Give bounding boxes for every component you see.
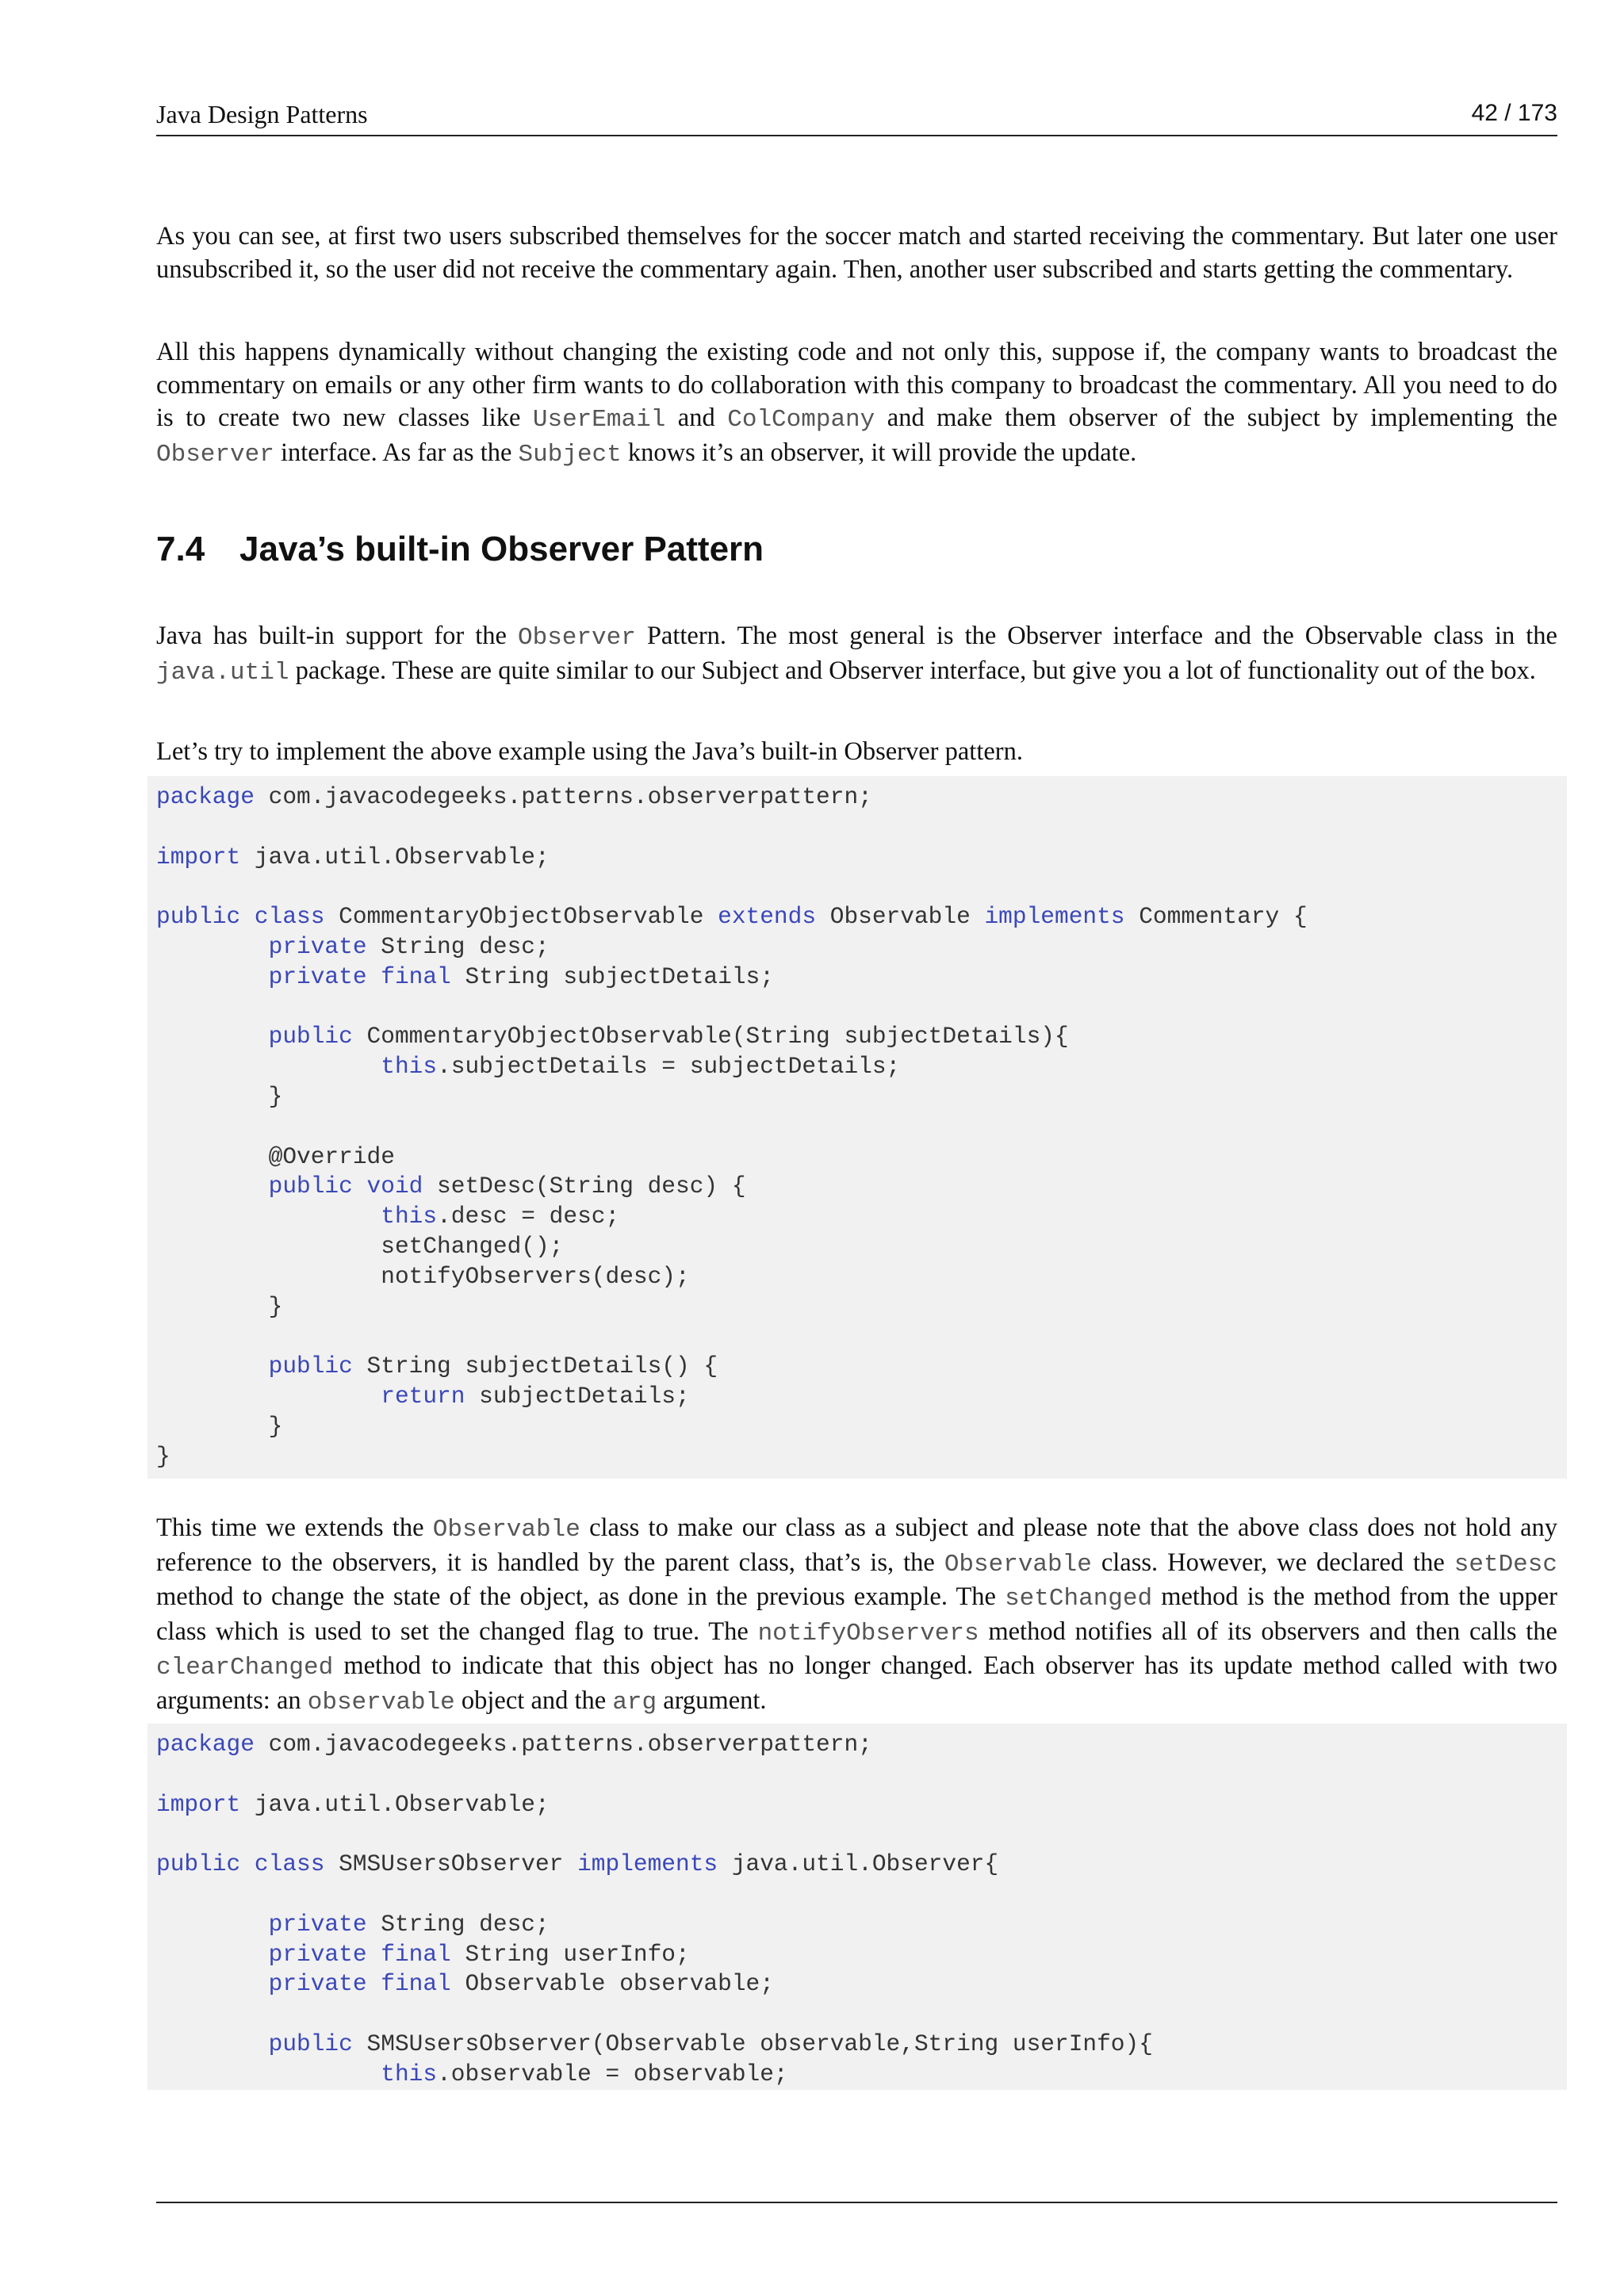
code-text: subjectDetails; — [465, 1382, 690, 1410]
code-line — [156, 783, 1567, 813]
code-text: String desc; — [366, 932, 550, 960]
inline-code: clearChanged — [156, 1654, 334, 1682]
code-text — [156, 1053, 381, 1080]
text-run: Java has built-in support for the — [156, 622, 518, 650]
text-run: and — [665, 404, 728, 432]
paragraph-explanation — [156, 1512, 1557, 1719]
code-text — [156, 933, 269, 960]
inline-code: Observer — [156, 440, 274, 469]
code-listing — [156, 1730, 1567, 2090]
code-keyword: this — [381, 2060, 438, 2087]
code-text: java.util.Observable; — [240, 843, 550, 871]
code-text — [156, 1173, 269, 1200]
code-line — [156, 1292, 1567, 1322]
code-text: .observable = observable; — [437, 2060, 788, 2087]
code-text: Observable observable; — [450, 1970, 774, 1998]
code-line — [156, 1352, 1567, 1382]
code-text: com.javacodegeeks.patterns.observerpattern; — [254, 783, 872, 810]
text-run: method to indicate that this object has no longer changed. Each observer has its update method called with two arguments: an — [156, 1651, 1557, 1715]
code-keyword: this — [381, 1053, 438, 1081]
code-keyword: private — [268, 932, 367, 960]
inline-code: setDesc — [1454, 1550, 1557, 1578]
code-keyword: public class — [156, 1850, 325, 1878]
inline-code: UserEmail — [532, 406, 666, 434]
inline-code: Observable — [432, 1516, 580, 1544]
code-line — [156, 872, 1567, 902]
code-keyword: import — [156, 843, 241, 871]
code-text: Commentary { — [1124, 903, 1308, 931]
text-run: and make them observer of the subject by implementing the — [875, 404, 1557, 432]
inline-code: java.util — [156, 658, 289, 687]
paragraph-intro: As you can see, at first two users subscribed themselves for the soccer match and started receiving the commentary. But later one user unsubscribed it, so the user did not receive the commentary again. Then, another user subscribed and starts getting the commentary. — [156, 222, 1557, 284]
code-keyword: public — [268, 2030, 353, 2057]
code-line — [156, 2030, 1567, 2060]
text-run: interface. As far as the — [274, 438, 519, 467]
code-text: String subjectDetails; — [450, 962, 774, 990]
code-line — [156, 1969, 1567, 1999]
inline-code: Observable — [944, 1550, 1092, 1578]
text-run: class. However, we declared the — [1091, 1548, 1454, 1577]
code-line — [156, 1760, 1567, 1790]
code-line — [156, 1022, 1567, 1052]
code-line — [156, 1790, 1567, 1820]
code-block-commentary-observable — [147, 776, 1567, 1479]
code-text — [156, 1353, 269, 1380]
code-line — [156, 1910, 1567, 1940]
code-text: SMSUsersObserver — [324, 1850, 578, 1878]
code-text: .subjectDetails = subjectDetails; — [437, 1053, 901, 1081]
section-number: 7.4 — [156, 530, 205, 568]
book-title: Java Design Patterns — [156, 100, 368, 128]
code-text: } — [156, 1412, 283, 1440]
code-keyword: private — [268, 1910, 367, 1938]
code-line — [156, 1412, 1567, 1442]
paragraph-lets-try: Let’s try to implement the above example using the Java’s built-in Observer pattern. — [156, 737, 1023, 766]
code-keyword: public — [268, 1353, 353, 1380]
code-text: com.javacodegeeks.patterns.observerpattern; — [254, 1731, 872, 1758]
code-keyword: package — [156, 1731, 255, 1758]
code-text — [156, 2061, 381, 2087]
inline-code: observable — [307, 1688, 455, 1716]
code-keyword: extends — [718, 903, 817, 931]
inline-code: Subject — [518, 440, 622, 469]
code-text: } — [156, 1442, 170, 1470]
text-run: argument. — [657, 1686, 767, 1715]
inline-code: ColCompany — [727, 406, 875, 434]
code-line — [156, 843, 1567, 873]
code-keyword: private final — [268, 1940, 451, 1968]
code-line — [156, 1052, 1567, 1082]
code-keyword: import — [156, 1790, 241, 1818]
code-block-sms-observer — [147, 1724, 1567, 2090]
code-line — [156, 1940, 1567, 1970]
text-run: package. These are quite similar to our Subject and Observer interface, but give you a lot of functionality out of the box. — [289, 656, 1536, 685]
code-line — [156, 1730, 1567, 1760]
code-keyword: private final — [268, 962, 451, 990]
code-text: CommentaryObjectObservable — [324, 903, 718, 931]
code-line — [156, 1142, 1567, 1173]
code-text — [156, 1023, 269, 1050]
code-line — [156, 1850, 1567, 1880]
code-text — [156, 1970, 269, 1997]
code-text: SMSUsersObserver(Observable observable,String userInfo){ — [352, 2030, 1153, 2057]
code-keyword: public — [268, 1023, 353, 1050]
code-keyword: implements — [984, 903, 1125, 931]
section-title: Java’s built-in Observer Pattern — [239, 530, 764, 568]
code-keyword: public void — [268, 1173, 423, 1200]
code-text — [156, 1911, 269, 1938]
paragraph-builtin — [156, 620, 1557, 689]
code-text — [156, 1203, 381, 1230]
text-run: object and the — [454, 1686, 613, 1715]
code-text: String subjectDetails() { — [352, 1353, 718, 1380]
paragraph-dynamic — [156, 336, 1557, 471]
code-text: String userInfo; — [450, 1940, 690, 1968]
code-line — [156, 1232, 1567, 1262]
inline-code: setChanged — [1005, 1585, 1153, 1613]
code-listing — [156, 783, 1567, 1471]
text-run: method to change the state of the object, as done in the previous example. The — [156, 1582, 1005, 1611]
code-text — [156, 2030, 269, 2057]
code-line — [156, 1172, 1567, 1202]
code-text: java.util.Observable; — [240, 1790, 550, 1818]
code-line — [156, 993, 1567, 1023]
code-line — [156, 1442, 1567, 1472]
code-line — [156, 1202, 1567, 1232]
text-run: All this happens dynamically without changing the existing code and not only this, suppose if, the company wants to broadcast the commentary on emails or any other firm wants to do collaboration with this company to broadcast the commentary. All you need to do is to create two new classes like — [156, 338, 1557, 432]
code-keyword: implements — [577, 1850, 718, 1878]
code-text: setDesc(String desc) { — [423, 1173, 746, 1200]
code-keyword: public class — [156, 903, 325, 931]
code-text: Observable — [816, 903, 985, 931]
code-text: } — [156, 1082, 283, 1110]
code-text: @Override — [156, 1142, 395, 1170]
code-keyword: package — [156, 783, 255, 810]
code-text: } — [156, 1292, 283, 1320]
running-header — [156, 97, 1557, 136]
code-line — [156, 902, 1567, 932]
code-keyword: private final — [268, 1970, 451, 1998]
code-text: notifyObservers(desc); — [156, 1262, 690, 1290]
code-line — [156, 1820, 1567, 1850]
code-line — [156, 1880, 1567, 1910]
text-run: knows it’s an observer, it will provide the update. — [621, 438, 1137, 467]
code-text — [156, 1941, 269, 1968]
inline-code: arg — [612, 1688, 657, 1716]
code-line — [156, 1082, 1567, 1112]
section-heading — [156, 530, 764, 569]
page-number: 42 / 173 — [1471, 100, 1557, 126]
inline-code: notifyObservers — [757, 1619, 979, 1647]
footer-rule — [156, 2202, 1557, 2203]
code-keyword: return — [381, 1382, 465, 1410]
code-line — [156, 1112, 1567, 1142]
code-keyword: this — [381, 1203, 438, 1230]
code-line — [156, 932, 1567, 962]
code-line — [156, 1382, 1567, 1412]
code-line — [156, 813, 1567, 843]
code-line — [156, 1999, 1567, 2030]
code-text — [156, 963, 269, 990]
code-line — [156, 962, 1567, 993]
code-line — [156, 1322, 1567, 1352]
code-text: CommentaryObjectObservable(String subjectDetails){ — [352, 1023, 1069, 1050]
text-run: method is the method from the upper class which is used to set the changed flag to true. The — [156, 1582, 1557, 1646]
inline-code: Observer — [517, 624, 636, 652]
text-run: This time we extends the — [156, 1513, 433, 1542]
code-text — [156, 1383, 381, 1410]
text-run: method notifies all of its observers and then calls the — [979, 1617, 1557, 1646]
text-run: Pattern. The most general is the Observer interface and the Observable class in the — [635, 622, 1557, 650]
code-line — [156, 2060, 1567, 2090]
text-run: class to make our class as a subject and please note that the above class does not hold any reference to the observers, it is handled by the parent class, that’s is, the — [156, 1513, 1558, 1577]
code-text: java.util.Observer{ — [718, 1850, 999, 1878]
code-text: String desc; — [366, 1910, 550, 1938]
code-line — [156, 1262, 1567, 1292]
code-text: setChanged(); — [156, 1232, 564, 1260]
code-text: .desc = desc; — [437, 1203, 620, 1230]
